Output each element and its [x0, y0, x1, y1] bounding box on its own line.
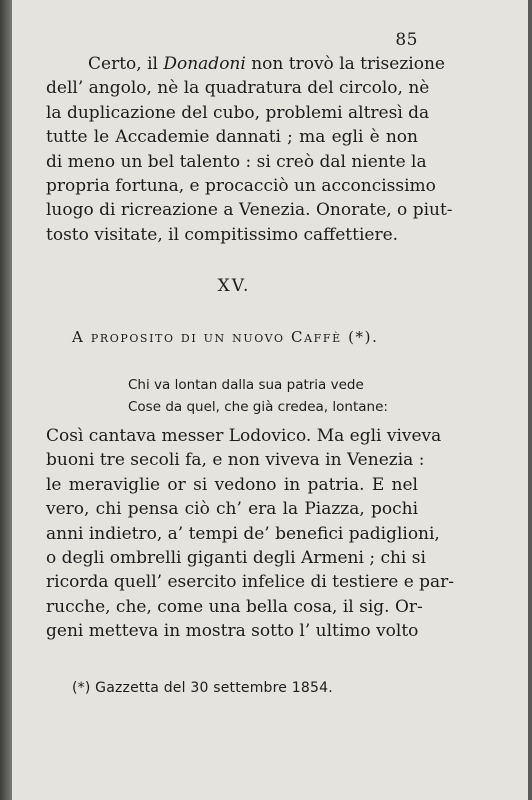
- text-run: Certo, il: [88, 54, 164, 74]
- text-line: ricorda quell’ esercito infelice di testiere e par-: [46, 572, 455, 593]
- footnote-marker: (*).: [341, 328, 379, 346]
- text-line: rucche, che, come una bella cosa, il sig. Or-: [46, 596, 423, 617]
- text-line: tosto visitate, il compitissimo caffettiere.: [46, 224, 399, 245]
- verse-line: Cose da quel, che già credea, lontane:: [128, 399, 388, 415]
- footnote: (*) Gazzetta del 30 settembre 1854.: [72, 680, 333, 696]
- section-title: [72, 328, 378, 346]
- text-line: anni indietro, a’ tempi de’ benefici padiglioni,: [46, 523, 440, 544]
- text-line: dell’ angolo, nè la quadratura del circolo, nè: [46, 78, 430, 99]
- paragraph-body: [46, 424, 455, 644]
- page-number: 85: [395, 30, 418, 50]
- text-line: [46, 52, 445, 76]
- text-line: di meno un bel talento : si creò dal niente la: [46, 151, 427, 172]
- text-line: la duplicazione del cubo, problemi altresì da: [46, 102, 430, 123]
- text-line: le meraviglie or si vedono in patria. E nel: [46, 474, 418, 495]
- book-page: [12, 0, 528, 800]
- text-line: vero, chi pensa ciò ch’ era la Piazza, pochi: [46, 499, 418, 520]
- italic-name: Donadoni: [163, 54, 246, 74]
- title-text: proposito di un nuovo: [90, 328, 285, 346]
- epigraph-verse: [128, 374, 388, 418]
- section-number: XV.: [217, 276, 251, 296]
- paragraph-continuation: [46, 52, 453, 247]
- text-line: tutte le Accademie dannati ; ma egli è non: [46, 127, 418, 148]
- text-line: buoni tre secoli fa, e non viveva in Venezia :: [46, 450, 425, 471]
- page-binding-edge: [0, 0, 12, 800]
- verse-line: Chi va lontan dalla sua patria vede: [128, 377, 364, 393]
- text-line: luogo di ricreazione a Venezia. Onorate, o piut-: [46, 200, 453, 221]
- text-run: non trovò la trisezione: [245, 54, 445, 74]
- text-line: geni metteva in mostra sotto l’ ultimo volto: [46, 621, 419, 642]
- title-word: Caffè: [291, 328, 342, 346]
- text-line: Così cantava messer Lodovico. Ma egli viveva: [46, 426, 442, 446]
- text-line: o degli ombrelli giganti degli Armeni ; chi si: [46, 547, 426, 568]
- text-line: propria fortuna, e procacciò un acconcissimo: [46, 175, 436, 196]
- title-initial: A: [72, 328, 91, 346]
